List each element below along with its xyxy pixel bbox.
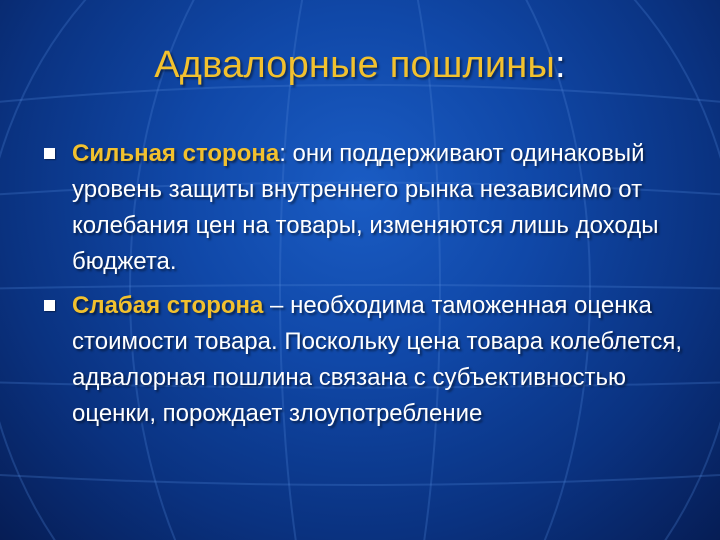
bullet-item-weakness: [44, 288, 684, 432]
bullet-lead-weakness: Слабая сторона: [72, 292, 264, 319]
slide-title-text: Адвалорные пошлины: [154, 44, 555, 86]
bullet-list: [44, 136, 684, 440]
slide-title: [0, 44, 720, 87]
bullet-lead-strength: Сильная сторона: [72, 140, 280, 167]
bullet-text-strength: : они поддерживают одинаковый уровень защиты внутреннего рынка независимо от колебания цен на товары, изменяются лишь доходы бюджета.: [72, 140, 659, 275]
slide-title-colon: :: [555, 44, 566, 86]
square-bullet-icon: [44, 148, 55, 159]
bullet-text-weakness: – необходима таможенная оценка стоимости товара. Поскольку цена товара колеблется, адвалорная пошлина связана с субъективностью оценки, порождает злоупотребление: [72, 292, 683, 427]
bullet-item-strength: [44, 136, 684, 280]
square-bullet-icon: [44, 300, 55, 311]
